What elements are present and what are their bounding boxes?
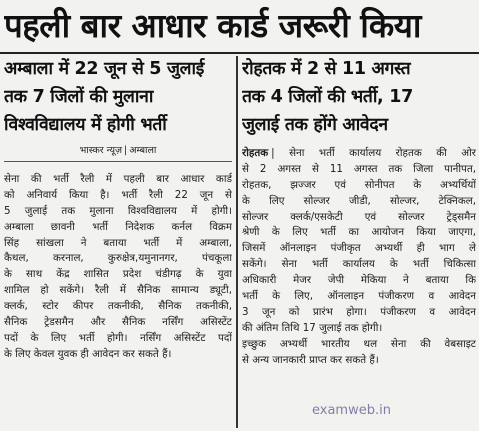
body-line: सोल्जर क्लर्क/एसकेटी एवं सोल्जर ट्रेड्समैन [242, 210, 476, 223]
column-divider [236, 56, 238, 428]
watermark: examweb.in [312, 403, 391, 418]
left-article [4, 56, 232, 363]
dateline: रोहतक [242, 147, 269, 159]
left-article-body [4, 172, 232, 363]
body-line: शामिल हो सकेंगे। रैली में सैनिक सामान्य ड्यूटी, [4, 284, 232, 297]
body-line: रोहतक, झज्जर एवं सोनीपत के अभ्यर्थियों [242, 178, 476, 191]
right-subheadline-line: रोहतक में 2 से 11 अगस्त [242, 59, 411, 79]
body-line: 5 जुलाई तक मुलाना विश्वविद्यालय में होगी। [4, 204, 232, 217]
byline: भास्कर न्यूज़ | अम्बाला [79, 145, 157, 156]
headline-rule [0, 52, 479, 54]
body-line: को अनिवार्य किया है। भर्ती रैली 22 जून से [4, 188, 232, 201]
left-subheadline [4, 56, 232, 140]
body-line: पदों के लिए भर्ती होगी। नर्सिंग असिस्टेंट पदों [4, 331, 232, 344]
body-line: के लिए सोल्जर जीडी, सोल्जर, टेक्निकल, [242, 194, 476, 207]
body-line: की अंतिम तिथि 17 जुलाई तक होगी। [242, 321, 383, 334]
body-line: इच्छुक अभ्यर्थी भारतीय थल सेना की वेबसाइट [242, 337, 476, 350]
right-article [242, 56, 476, 368]
body-line: से 2 अगस्त से 11 अगस्त तक जिला पानीपत, [242, 162, 476, 175]
body-first-text: सेना भर्ती कार्यालय रोहतक की ओर [289, 147, 476, 159]
body-line: सकेंगे। सेना भर्ती कार्यालय के भर्ती चिकित्सा [242, 258, 476, 271]
body-line: कैथल, करनाल, कुरुक्षेत्र,यमुनानगर, पंचकूला [4, 252, 232, 265]
body-line: 3 जून को प्रारंभ होगा। पंजीकरण व आवेदन [242, 305, 476, 318]
byline-rule [4, 161, 232, 162]
body-line: क्लर्क, स्टोर कीपर तकनीकी, सैनिक तकनीकी, [4, 300, 232, 313]
right-subheadline-line: जुलाई तक होंगे आवेदन [242, 115, 388, 135]
byline-location: अम्बाला [129, 145, 157, 156]
body-line: अम्बाला छावनी भर्ती निदेशक कर्नल विक्रम [4, 220, 232, 233]
right-subheadline-line: तक 4 जिलों की भर्ती, 17 [242, 87, 413, 107]
body-line: रोहतक | सेना भर्ती कार्यालय रोहतक की ओर [242, 147, 476, 159]
body-line: के साथ केंद्र शासित प्रदेश चंडीगढ़ के युवा [4, 268, 232, 281]
body-line: भर्ती के लिए, ऑनलाइन पंजीकरण व आवेदन [242, 290, 476, 303]
left-subheadline-line: अम्बाला में 22 जून से 5 जुलाई [4, 59, 205, 79]
left-subheadline-line: तक 7 जिलों की मुलाना [4, 87, 154, 107]
body-line: से अन्य जानकारी प्राप्त कर सकते हैं। [242, 353, 379, 366]
headline: पहली बार आधार कार्ड जरूरी किया [4, 6, 421, 45]
right-subheadline [242, 56, 476, 140]
byline-source: भास्कर न्यूज़ [79, 145, 123, 156]
body-line: सेना की भर्ती रैली में पहली बार आधार कार्ड [4, 173, 232, 185]
body-line: सिंह सांखला ने बताया भर्ती में अम्बाला, [4, 236, 232, 249]
body-line: के लिए केवल युवक ही आवेदन कर सकते हैं। [4, 347, 172, 360]
right-article-body [242, 146, 476, 368]
body-line: श्रेणी के लिए भर्ती का आयोजन किया जाएगा, [242, 226, 476, 239]
body-line: सैनिक ट्रेडसमैन और सैनिक नर्सिंग असिस्टेंट [4, 316, 232, 329]
body-line: अधिकारी मेजर जेपी मेकिया ने बताया कि [242, 274, 476, 287]
left-subheadline-line: विश्वविद्यालय में होगी भर्ती [4, 115, 167, 135]
body-line: जिसमें ऑनलाइन पंजीकृत अभ्यर्थी ही भाग ले [242, 242, 476, 255]
